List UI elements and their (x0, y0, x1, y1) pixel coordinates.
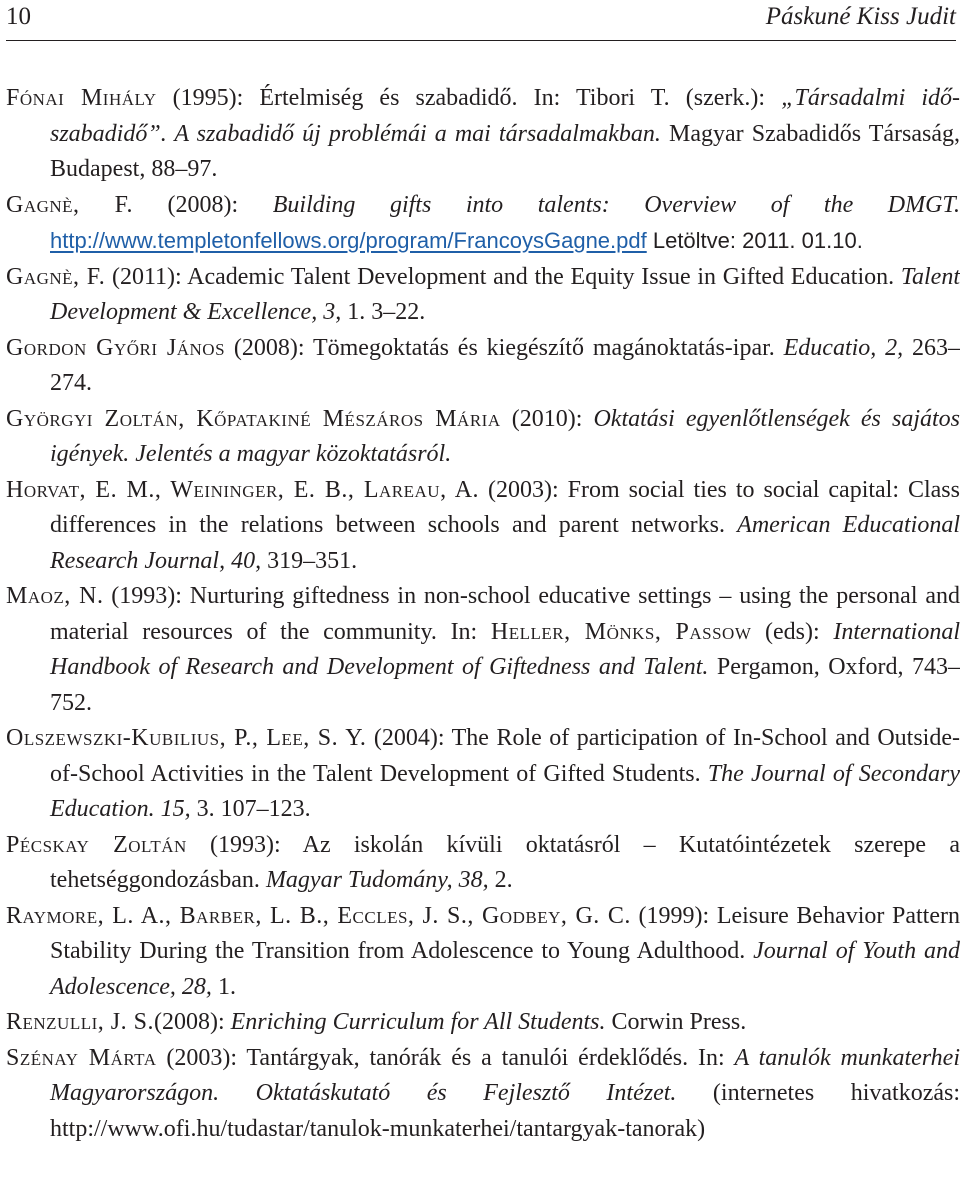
reference-author: Horvat, E. M., Weininger, E. B., Lareau, A. (6, 476, 480, 503)
reference-entry (6, 402, 960, 473)
reference-title: Oktatási egyenlőtlenségek és sajátos igények. Jelentés a magyar közoktatásról. (50, 405, 960, 467)
reference-title: The Journal of Secondary Education. 15, (50, 760, 960, 822)
reference-title: American Educational Research Journal, 40, (50, 512, 960, 574)
reference-author: Györgyi Zoltán, Kőpatakiné Mészáros Mária (6, 405, 501, 432)
reference-author: Renzulli, J. S. (6, 1009, 154, 1035)
reference-text: 263–274. (50, 334, 960, 396)
reference-text: (eds): (751, 618, 834, 645)
reference-text: 319–351. (261, 547, 358, 574)
reference-author: Gagnè, F. (6, 191, 134, 218)
reference-author: Olszewszki-Kubilius, P., Lee, S. Y. (6, 725, 367, 751)
reference-author: Raymore, L. A., Barber, L. B., Eccles, J. S., Godbey, G. C. (6, 902, 631, 929)
page-number: 10 (6, 3, 31, 30)
reference-entry (6, 81, 960, 188)
reference-entry (6, 579, 960, 721)
reference-text: (2004): The Role of participation of In-School and Outside-of-School Activities in the Talent Development of Gifted Students. (50, 725, 960, 787)
reference-text: (1999): Leisure Behavior Pattern Stability During the Transition from Adolescence to Young Adulthood. (50, 902, 960, 964)
reference-title: Educatio, 2, (783, 334, 904, 361)
reference-author: Maoz, N. (6, 583, 104, 609)
reference-author: Gordon Győri János (6, 334, 226, 361)
reference-title: Talent Development & Excellence, 3, (50, 263, 960, 325)
reference-url-link[interactable]: http://www.templetonfellows.org/program/FrancoysGagne.pdf (50, 228, 647, 253)
header-rule (6, 40, 956, 41)
reference-text: Magyar Szabadidős Társaság, Budapest, 88–97. (50, 120, 960, 182)
reference-entry (6, 828, 960, 899)
running-head-author: Páskuné Kiss Judit (765, 3, 956, 30)
reference-author: Szénay Márta (6, 1044, 157, 1071)
reference-entry (6, 331, 960, 402)
reference-list (6, 81, 960, 1147)
reference-entry (6, 721, 960, 828)
reference-access-date: Letöltve: 2011. 01.10. (646, 228, 863, 253)
reference-text: (2008): Tömegoktatás és kiegészítő magánoktatás-ipar. (225, 334, 784, 361)
reference-author: Fónai Mihály (6, 85, 157, 111)
reference-title: „Társadalmi idő-szabadidő”. A szabadidő új problémái a mai társadalmakban. (50, 85, 960, 147)
reference-entry (6, 1041, 960, 1148)
reference-author: Heller, Mönks, Passow (490, 618, 752, 645)
reference-text: 1. (211, 973, 236, 1000)
reference-text: (internetes hivatkozás: http://www.ofi.hu/tudastar/tanulok-munkaterhei/tantargyak-tanorak) (50, 1080, 960, 1142)
reference-text: (2003): Tantárgyak, tanórák és a tanulói érdeklődés. In: (156, 1044, 735, 1071)
reference-title: Journal of Youth and Adolescence, 28, (50, 938, 960, 1000)
reference-title: International Handbook of Research and Development of Giftedness and Talent. (50, 618, 960, 680)
reference-entry (6, 899, 960, 1006)
reference-entry (6, 188, 960, 260)
reference-entry (6, 473, 960, 580)
reference-text: (1995): Értelmiség és szabadidő. In: Tibori T. (szerk.): (156, 85, 782, 111)
reference-text: 2. (488, 867, 513, 893)
reference-text: Pergamon, Oxford, 743–752. (50, 654, 960, 716)
reference-text: (2008): (133, 191, 273, 218)
reference-entry (6, 260, 960, 331)
reference-text: Corwin Press. (605, 1009, 747, 1035)
reference-author: Pécskay Zoltán (6, 831, 187, 858)
reference-text: (2010): (500, 405, 594, 432)
reference-text: (1993): Az iskolán kívüli oktatásról – Kutatóintézetek szerepe a tehetséggondozásban. (50, 831, 960, 893)
reference-title: Magyar Tudomány, 38, (265, 867, 489, 893)
reference-text: 1. 3–22. (341, 299, 426, 325)
page-header (6, 0, 956, 40)
reference-title: Building gifts into talents: Overview of the DMGT. (272, 191, 960, 218)
reference-text: (2008): (153, 1009, 231, 1035)
reference-text: (2011): Academic Talent Development and the Equity Issue in Gifted Education. (105, 263, 901, 290)
reference-text: (2003): From social ties to social capital: Class differences in the relations between schools and parent networks. (50, 476, 960, 538)
reference-title: Enriching Curriculum for All Students. (230, 1009, 606, 1035)
reference-entry (6, 1005, 960, 1041)
reference-text: (1993): Nurturing giftedness in non-school educative settings – using the personal and material resources of the community. In: (50, 583, 960, 645)
reference-text: 3. 107–123. (190, 796, 311, 822)
reference-author: Gagnè, F. (6, 263, 106, 290)
reference-title: A tanulók munkaterhei Magyarországon. Oktatáskutató és Fejlesztő Intézet. (50, 1044, 960, 1106)
